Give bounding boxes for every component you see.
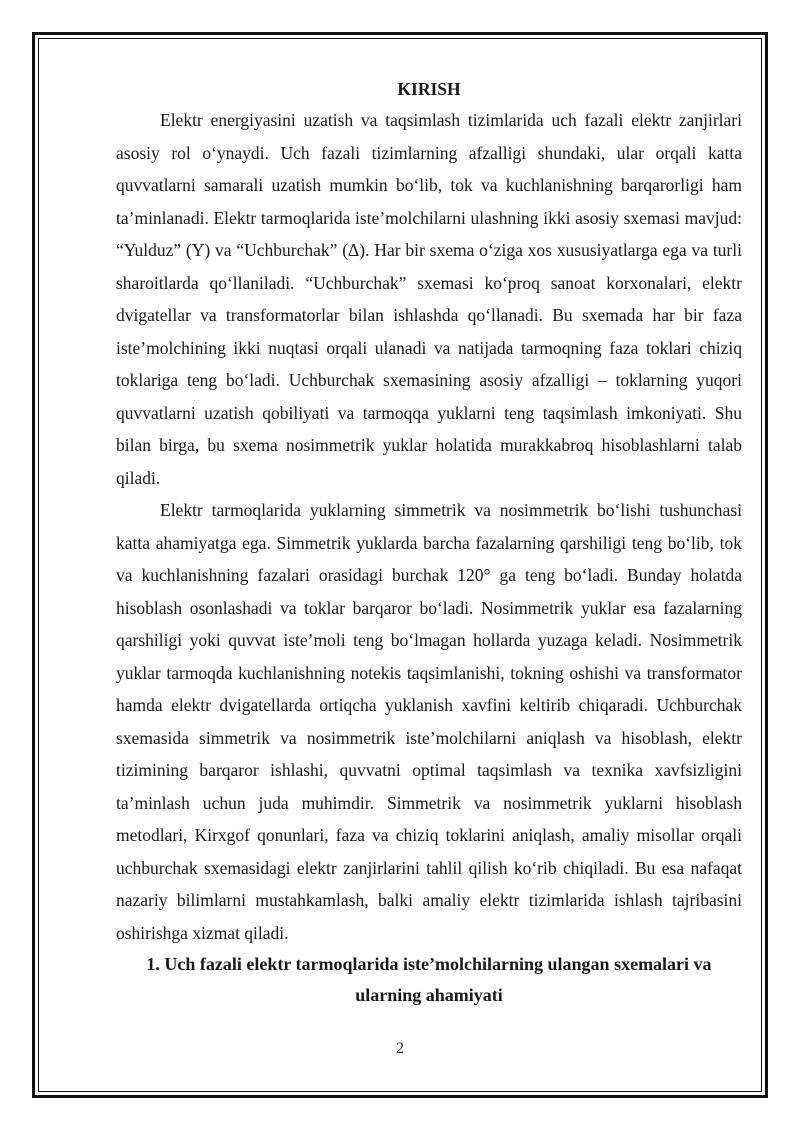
document-title: KIRISH <box>397 79 461 99</box>
page-number: 2 <box>396 1040 404 1057</box>
paragraph-load-symmetry: Elektr tarmoqlarida yuklarning simmetrik va nosimmetrik bo‘lishi tushunchasi katta ahamiyatga ega. Simmetrik yuklarda barcha fazalarning qarshiligi teng bo‘lib, tok va kuchlanishning fazalari orasidagi burchak 120° ga teng bo‘ladi. Bunday holatda hisoblash osonlashadi va toklar barqaror bo‘ladi. Nosimmetrik yuklar esa fazalarning qarshiligi yoki quvvat iste’moli teng bo‘lmagan hollarda yuzaga keladi. Nosimmetrik yuklar tarmoqda kuchlanishning notekis taqsimlanishi, tokning oshishi va transformator hamda elektr dvigatellarda ortiqcha yuklanish xavfini keltirib chiqaradi. Uchburchak sxemasida simmetrik va nosimmetrik iste’molchilarni aniqlash va hisoblash, elektr tizimining barqaror ishlashi, quvvatni optimal taqsimlash va texnika xavfsizligini ta’minlash uchun juda muhimdir. Simmetrik va nosimmetrik yuklarni hisoblash metodlari, Kirxgof qonunlari, faza va chiziq toklarini aniqlash, amaliy misollar orqali uchburchak sxemasidagi elektr zanjirlarini tahlil qilish ko‘rib chiqiladi. Bu esa nafaqat nazariy bilimlarni mustahkamlash, balki amaliy elektr tizimlarida ishlash tajribasini oshirishga xizmat qiladi. <box>116 500 742 943</box>
section-heading: 1. Uch fazali elektr tarmoqlarida iste’molchilarning ulangan sxemalari va ularning ahamiyati <box>146 954 712 1005</box>
document-page <box>116 74 742 1011</box>
paragraph-intro: Elektr energiyasini uzatish va taqsimlash tizimlarida uch fazali elektr zanjirlari asosiy rol o‘ynaydi. Uch fazali tizimlarning afzalligi shundaki, ular orqali katta quvvatlarni samarali uzatish mumkin bo‘lib, tok va kuchlanishning barqarorligi ham ta’minlanadi. Elektr tarmoqlarida iste’molchilarni ulashning ikki asosiy sxemasi mavjud: “Yulduz” (Y) va “Uchburchak” (Δ). Har bir sxema o‘ziga xos xususiyatlarga ega va turli sharoitlarda qo‘llaniladi. “Uchburchak” sxemasi ko‘proq sanoat korxonalari, elektr dvigatellar va transformatorlar bilan ishlashda qo‘llanadi. Bu sxemada har bir faza iste’molchining ikki nuqtasi orqali ulanadi va natijada tarmoqning faza toklari chiziq toklariga teng bo‘ladi. Uchburchak sxemasining asosiy afzalligi – toklarning yuqori quvvatlarni uzatish qobiliyati va tarmoqqa yuklarni teng taqsimlash imkoniyati. Shu bilan birga, bu sxema nosimmetrik yuklar holatida murakkabroq hisoblashlarni talab qiladi. <box>116 110 742 488</box>
